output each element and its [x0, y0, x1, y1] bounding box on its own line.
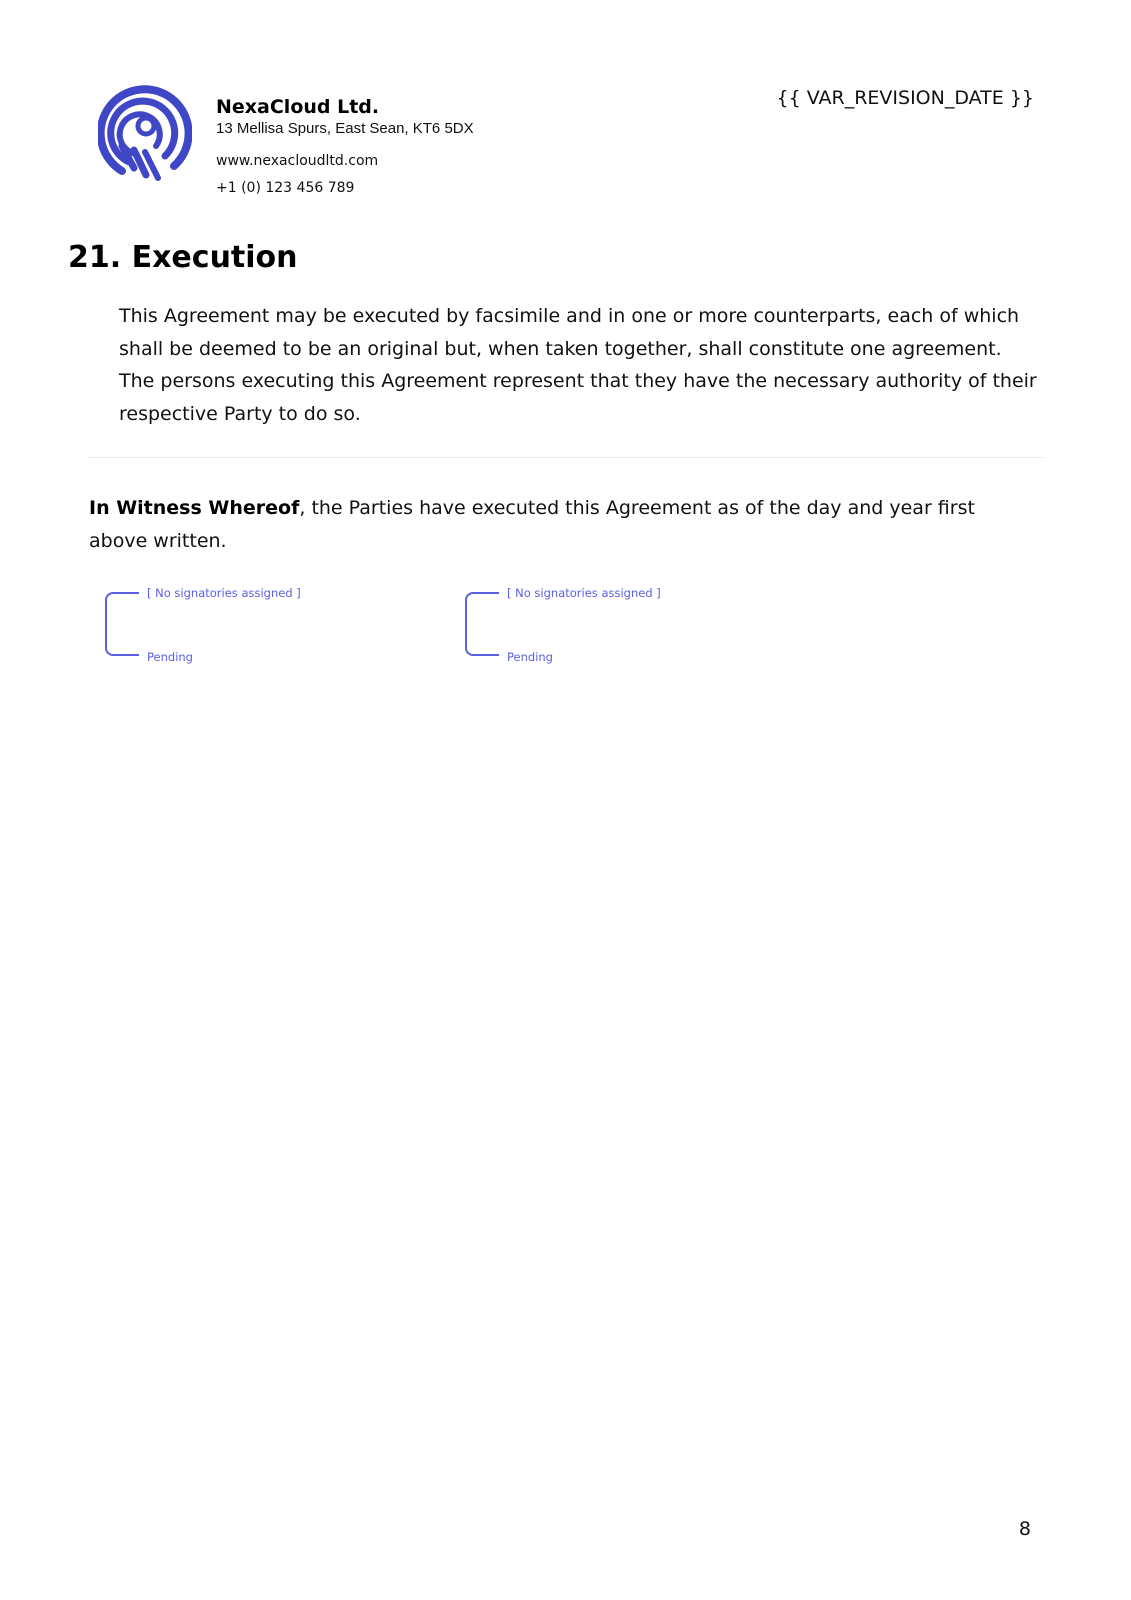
company-address: 13 Mellisa Spurs, East Sean, KT6 5DX: [216, 120, 474, 137]
section-divider: [89, 457, 1044, 458]
company-name: NexaCloud Ltd.: [216, 96, 380, 118]
signature-status: Pending: [147, 650, 193, 664]
page-number: 8: [1018, 1518, 1031, 1540]
company-info: [216, 95, 474, 198]
signatory-name: [ No signatories assigned ]: [147, 586, 301, 600]
signature-block-1[interactable]: [105, 586, 365, 664]
revision-date: {{ VAR_REVISION_DATE }}: [776, 87, 1034, 109]
company-phone: +1 (0) 123 456 789: [216, 180, 355, 196]
section-title: 21. Execution: [68, 240, 298, 275]
signature-block-2[interactable]: [465, 586, 725, 664]
signatory-name: [ No signatories assigned ]: [507, 586, 661, 600]
witness-clause: [89, 492, 1039, 557]
section-body: This Agreement may be executed by facsimile and in one or more counterparts, each of which shall be deemed to be an original but, when taken together, shall constitute one agreement. The persons executing this Agreement represent that they have the necessary authority of their respective Party to do so.: [119, 305, 1037, 425]
witness-text: , the Parties have executed this Agreement as of the day and year first above written.: [89, 497, 975, 552]
witness-lead: In Witness Whereof: [89, 497, 300, 519]
nexacloud-logo-icon: [98, 78, 192, 182]
signature-bracket: [105, 592, 139, 656]
signature-status: Pending: [507, 650, 553, 664]
company-website: www.nexacloudltd.com: [216, 153, 379, 169]
signature-bracket: [465, 592, 499, 656]
company-logo: [98, 78, 192, 182]
